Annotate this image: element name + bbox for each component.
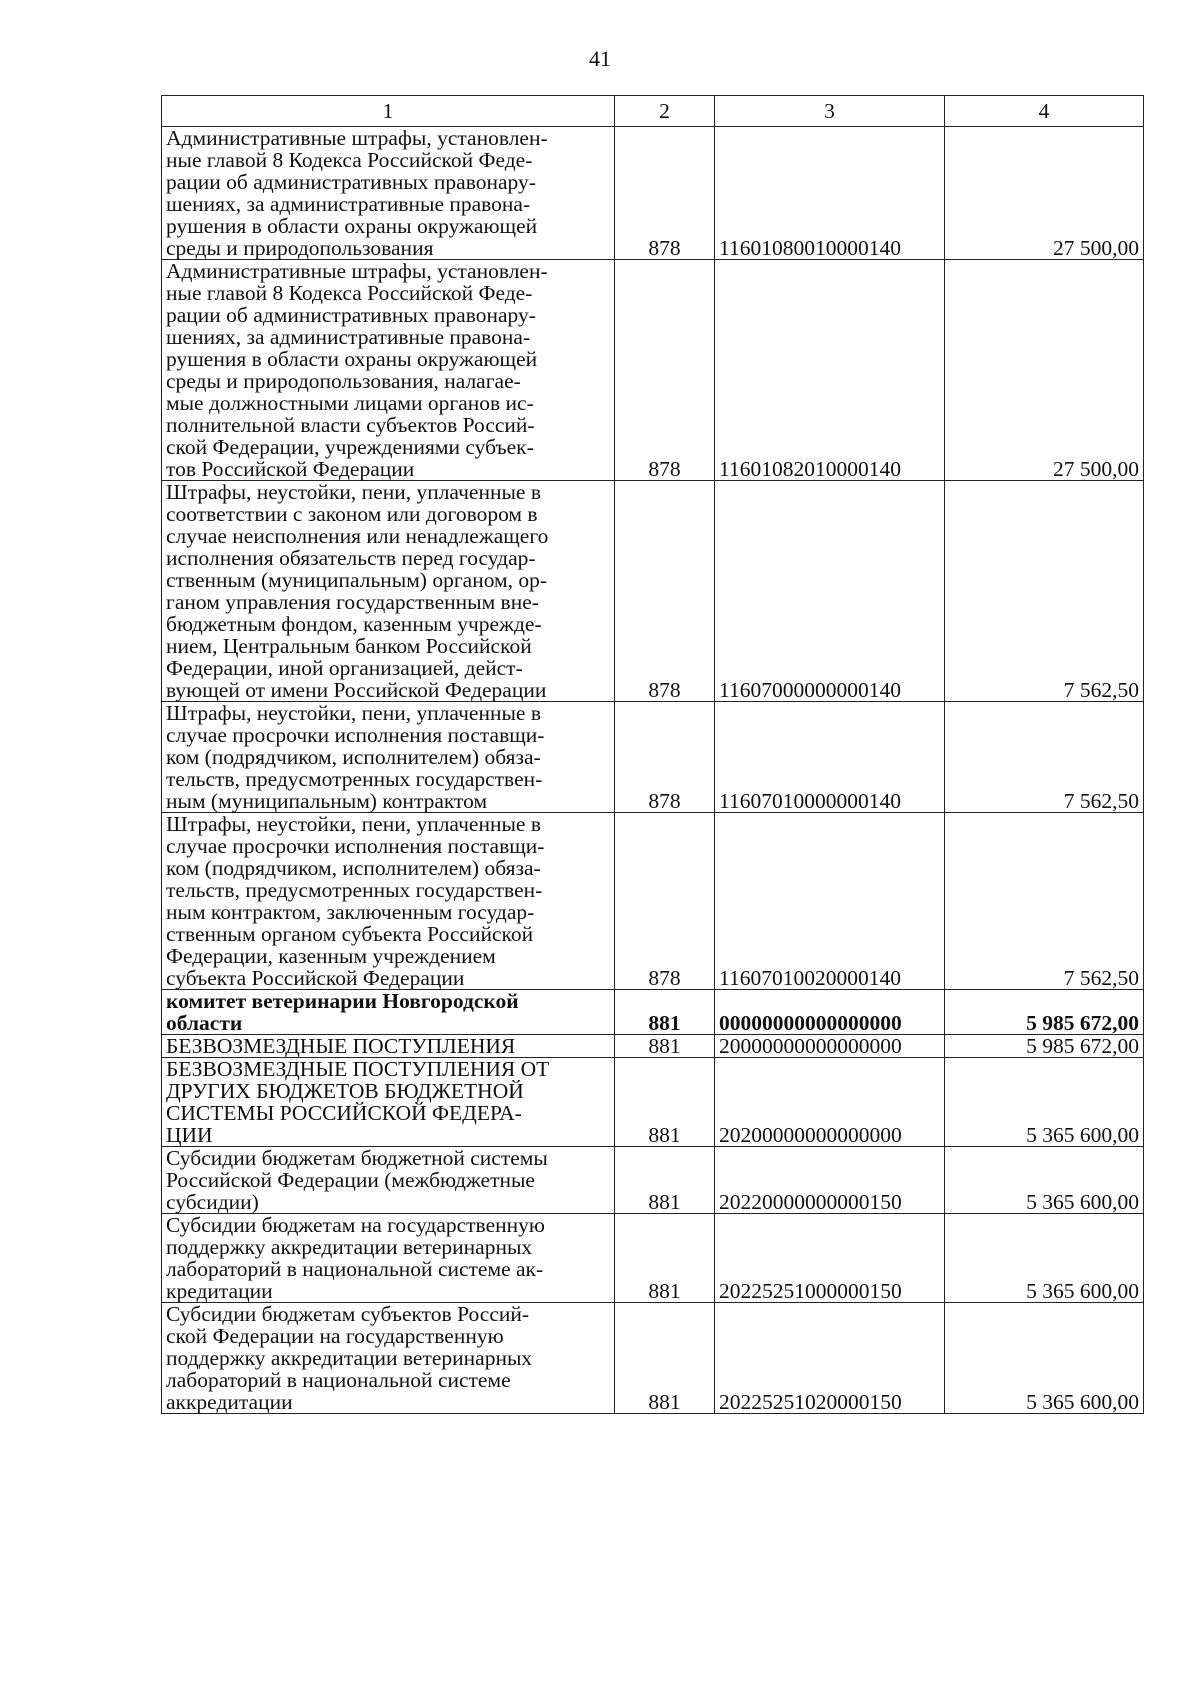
revenue-table: [161, 95, 1144, 1414]
row-description: Административные штрафы, установлен- ные главой 8 Кодекса Российской Феде- рации об административных правонару- шениях, за административные правона- рушения в области охраны окружающей среды и природопользования: [162, 127, 615, 260]
row-amount: 5 365 600,00: [945, 1058, 1144, 1147]
row-admin-code: 881: [615, 1147, 715, 1214]
row-budget-code: 11607000000000140: [715, 481, 945, 702]
column-header-2: 2: [615, 96, 715, 127]
row-admin-code: 878: [615, 127, 715, 260]
row-budget-code: 20200000000000000: [715, 1058, 945, 1147]
row-admin-code: 878: [615, 260, 715, 481]
row-amount: 5 985 672,00: [945, 1035, 1144, 1058]
row-budget-code: 11607010000000140: [715, 702, 945, 813]
column-header-1: 1: [162, 96, 615, 127]
row-amount: 5 365 600,00: [945, 1147, 1144, 1214]
row-amount: 5 985 672,00: [945, 990, 1144, 1035]
table-row: [162, 1035, 1144, 1058]
row-admin-code: 881: [615, 990, 715, 1035]
row-description: Штрафы, неустойки, пени, уплаченные в случае просрочки исполнения поставщи- ком (подрядчиком, исполнителем) обяза- тельств, предусмотренных государствен- ным (муниципальным) контрактом: [162, 702, 615, 813]
row-admin-code: 878: [615, 481, 715, 702]
row-amount: 7 562,50: [945, 481, 1144, 702]
table-row: [162, 1058, 1144, 1147]
row-description: Субсидии бюджетам субъектов Россий- ской Федерации на государственную поддержку аккредитации ветеринарных лабораторий в национальной системе аккредитации: [162, 1303, 615, 1414]
row-amount: 27 500,00: [945, 260, 1144, 481]
row-amount: 27 500,00: [945, 127, 1144, 260]
row-description: Административные штрафы, установлен- ные главой 8 Кодекса Российской Феде- рации об административных правонару- шениях, за административные правона- рушения в области охраны окружающей среды и природопользования, налагае- мые должностными лицами органов ис- полнительной власти субъектов Россий- ской Федерации, учреждениями субъек- тов Российской Федерации: [162, 260, 615, 481]
header-row: [162, 96, 1144, 127]
row-admin-code: 878: [615, 813, 715, 990]
row-budget-code: 00000000000000000: [715, 990, 945, 1035]
row-description: Штрафы, неустойки, пени, уплаченные в соответствии с законом или договором в случае неисполнения или ненадлежащего исполнения обязательств перед государ- ственным (муниципальным) органом, ор- ганом управления государственным вне- бюджетным фондом, казенным учрежде- нием, Центральным банком Российской Федерации, иной организацией, дейст- вующей от имени Российской Федерации: [162, 481, 615, 702]
column-header-4: 4: [945, 96, 1144, 127]
row-budget-code: 20220000000000150: [715, 1147, 945, 1214]
table-row: [162, 127, 1144, 260]
row-admin-code: 881: [615, 1214, 715, 1303]
table-row: [162, 1214, 1144, 1303]
row-budget-code: 20225251020000150: [715, 1303, 945, 1414]
table-row-section: [162, 990, 1144, 1035]
table-row: [162, 1303, 1144, 1414]
row-description: БЕЗВОЗМЕЗДНЫЕ ПОСТУПЛЕНИЯ ОТ ДРУГИХ БЮДЖЕТОВ БЮДЖЕТНОЙ СИСТЕМЫ РОССИЙСКОЙ ФЕДЕРА- ЦИИ: [162, 1058, 615, 1147]
row-budget-code: 20000000000000000: [715, 1035, 945, 1058]
row-description: Субсидии бюджетам бюджетной системы Российской Федерации (межбюджетные субсидии): [162, 1147, 615, 1214]
row-amount: 5 365 600,00: [945, 1303, 1144, 1414]
row-description: Штрафы, неустойки, пени, уплаченные в случае просрочки исполнения поставщи- ком (подрядчиком, исполнителем) обяза- тельств, предусмотренных государствен- ным контрактом, заключенным государ- ственным органом субъекта Российской Федерации, казенным учреждением субъекта Российской Федерации: [162, 813, 615, 990]
table-row: [162, 702, 1144, 813]
table-row: [162, 481, 1144, 702]
column-header-3: 3: [715, 96, 945, 127]
row-budget-code: 11601080010000140: [715, 127, 945, 260]
row-budget-code: 11601082010000140: [715, 260, 945, 481]
row-amount: 5 365 600,00: [945, 1214, 1144, 1303]
row-admin-code: 881: [615, 1058, 715, 1147]
table-row: [162, 260, 1144, 481]
page-number: 41: [589, 46, 611, 71]
row-description: комитет ветеринарии Новгородской области: [162, 990, 615, 1035]
row-admin-code: 881: [615, 1303, 715, 1414]
row-budget-code: 11607010020000140: [715, 813, 945, 990]
table-row: [162, 1147, 1144, 1214]
row-description: БЕЗВОЗМЕЗДНЫЕ ПОСТУПЛЕНИЯ: [162, 1035, 615, 1058]
row-admin-code: 881: [615, 1035, 715, 1058]
row-amount: 7 562,50: [945, 813, 1144, 990]
row-budget-code: 20225251000000150: [715, 1214, 945, 1303]
row-description: Субсидии бюджетам на государственную поддержку аккредитации ветеринарных лабораторий в национальной системе ак- кредитации: [162, 1214, 615, 1303]
row-amount: 7 562,50: [945, 702, 1144, 813]
row-admin-code: 878: [615, 702, 715, 813]
table-row: [162, 813, 1144, 990]
